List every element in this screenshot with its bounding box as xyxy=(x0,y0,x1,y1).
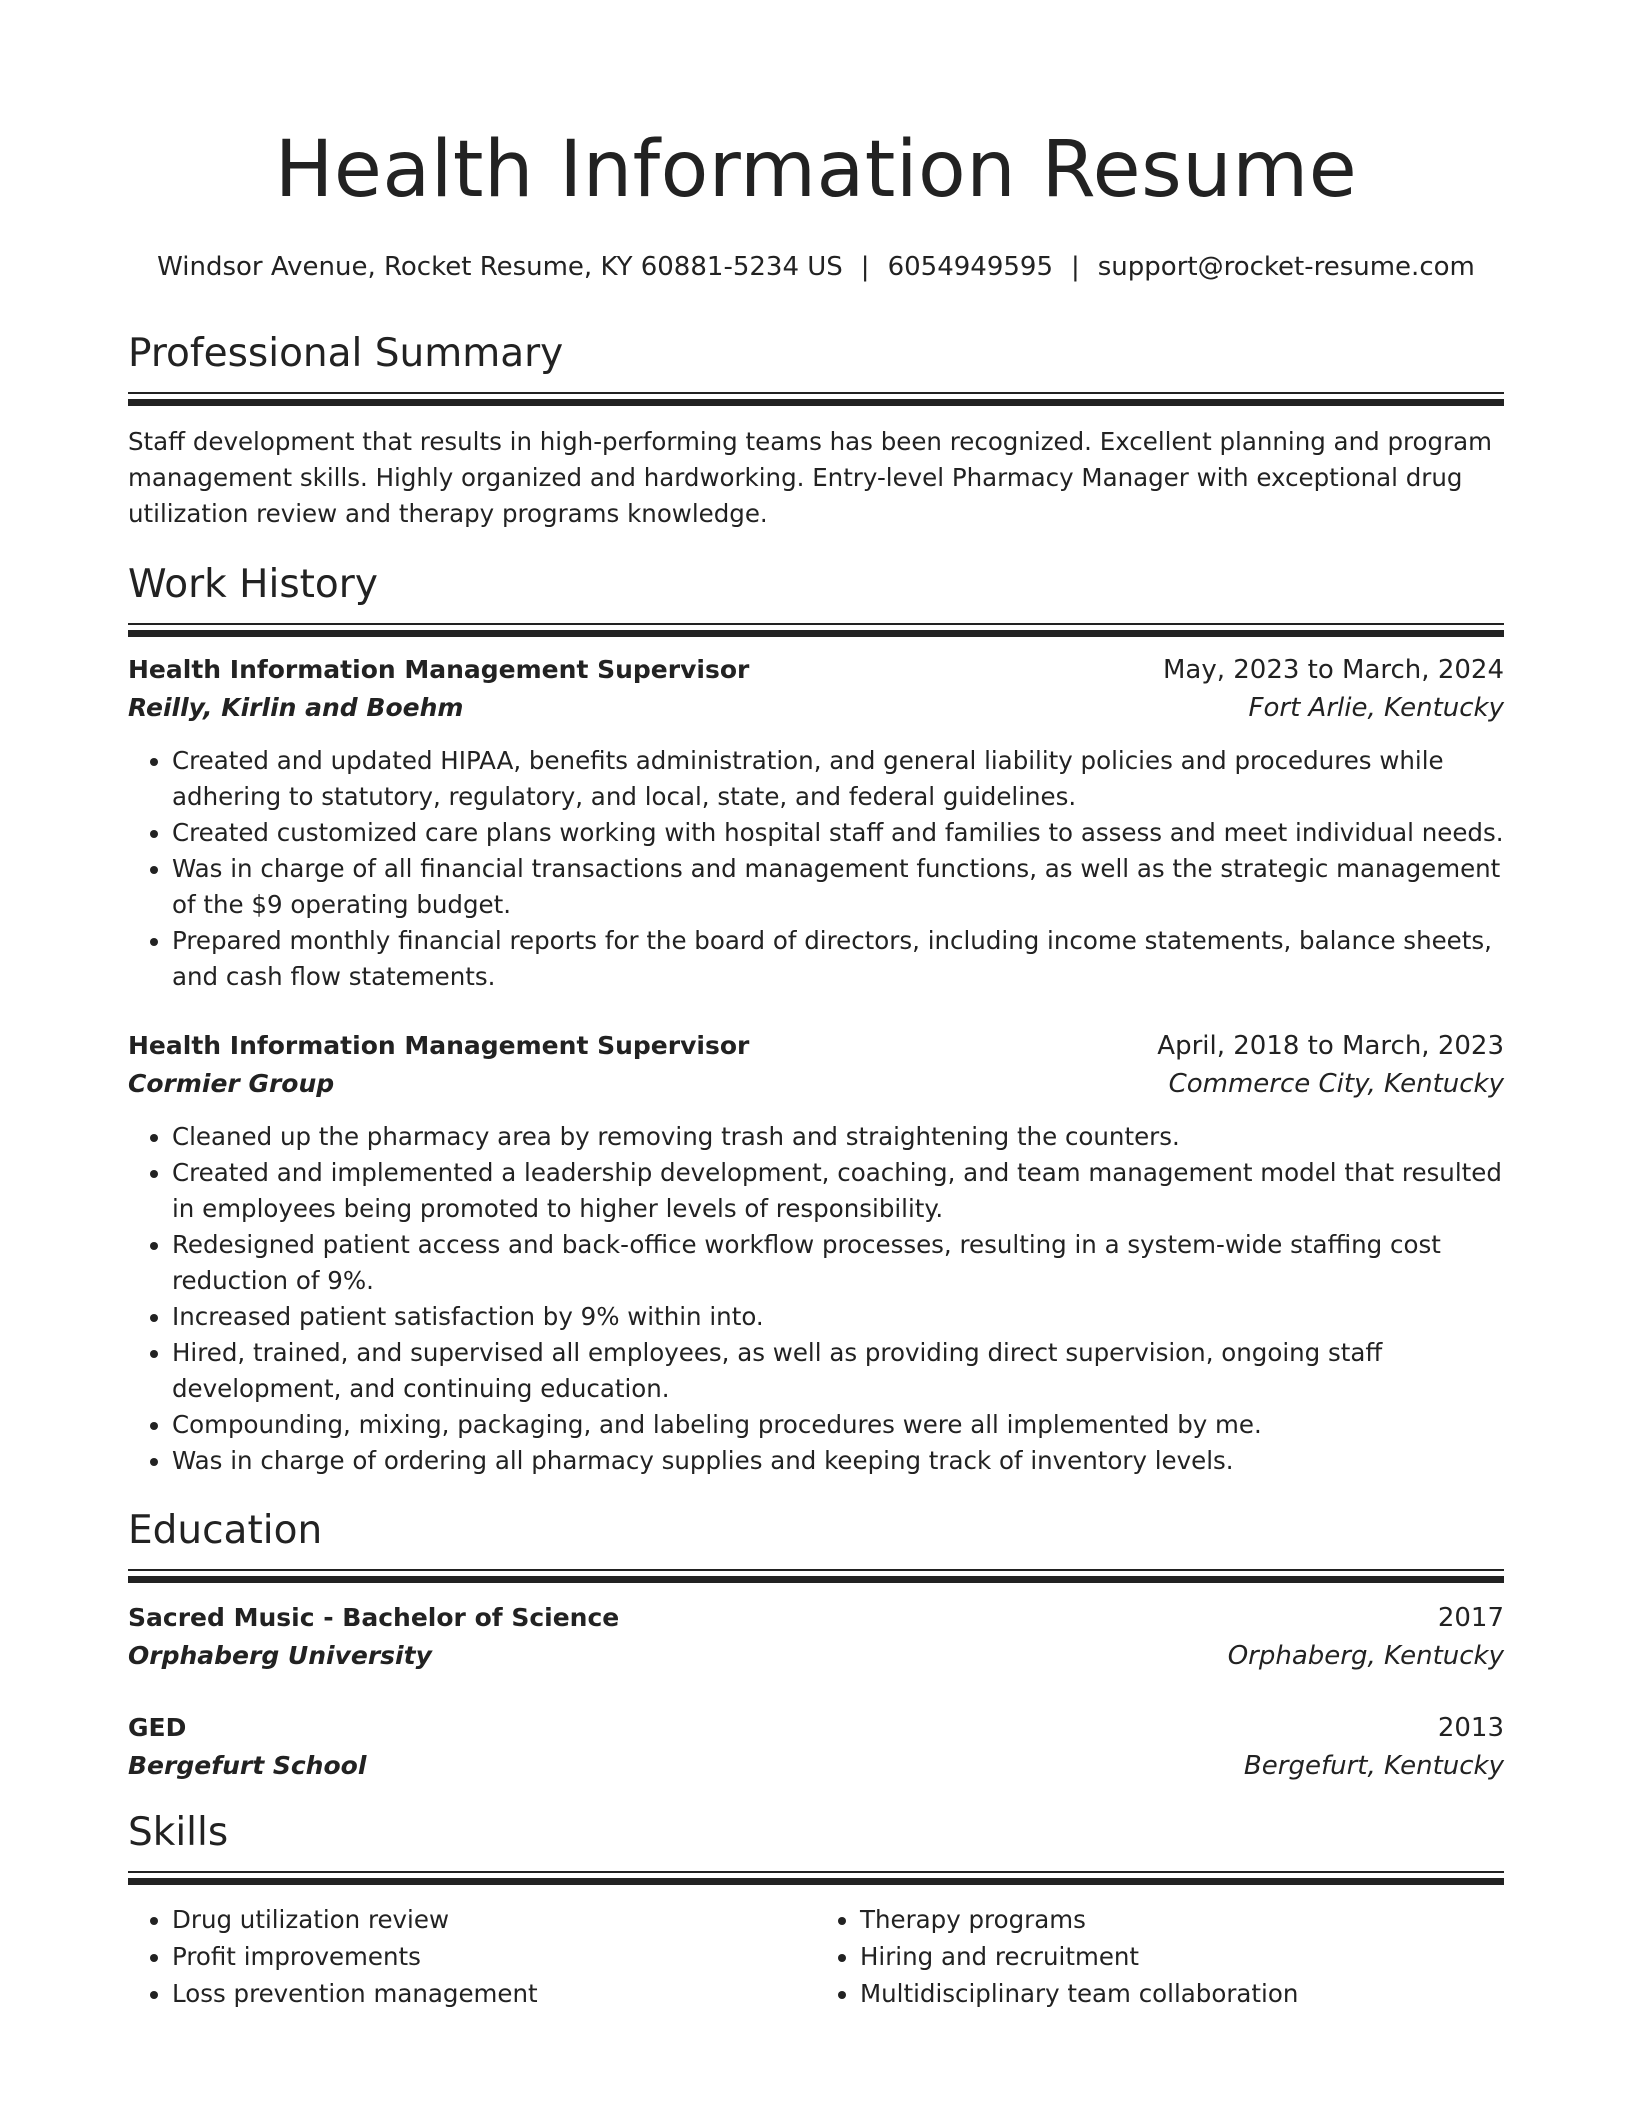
list-item: • Therapy programs xyxy=(860,1901,1504,1938)
section-rule-thick xyxy=(128,1878,1504,1885)
education-entry xyxy=(128,1709,1504,1785)
contact-address: Windsor Avenue, Rocket Resume, KY 60881-5234 US xyxy=(157,252,843,282)
education-year: 2013 xyxy=(1437,1713,1504,1743)
section-rule xyxy=(128,392,1504,394)
list-item: • Was in charge of ordering all pharmacy supplies and keeping track of inventory levels. xyxy=(172,1443,1504,1479)
contact-separator: | xyxy=(860,252,870,282)
education-year: 2017 xyxy=(1437,1603,1504,1633)
education-degree: Sacred Music - Bachelor of Science xyxy=(128,1603,620,1632)
job-dates: April, 2018 to March, 2023 xyxy=(1157,1031,1504,1061)
contact-email: support@rocket-resume.com xyxy=(1097,252,1475,282)
section-title-skills: Skills xyxy=(128,1810,229,1855)
list-item: • Profit improvements xyxy=(172,1938,816,1975)
section-rule-thick xyxy=(128,630,1504,637)
list-item: • Hired, trained, and supervised all employees, as well as providing direct supervision, ongoing staff development, and continuing education. xyxy=(172,1335,1504,1407)
job-title: Health Information Management Supervisor xyxy=(128,1031,750,1060)
summary-section xyxy=(128,330,1504,532)
section-rule-thick xyxy=(128,399,1504,406)
list-item: • Created and updated HIPAA, benefits administration, and general liability policies and procedures while adhering to statutory, regulatory, and local, state, and federal guidelines. xyxy=(172,743,1504,815)
skills-column-right xyxy=(816,1901,1504,2012)
job-dates: May, 2023 to March, 2024 xyxy=(1162,655,1504,685)
education-location: Orphaberg, Kentucky xyxy=(1227,1641,1504,1671)
summary-text: Staff development that results in high-performing teams has been recognized. Excellent planning and program management skills. Highly organized and hardworking. Entry-level Pharmacy Manager with exceptional drug utilization review and therapy programs knowledge. xyxy=(128,427,1493,528)
education-section xyxy=(128,1507,1504,1785)
job-bullets xyxy=(128,1119,1504,1479)
job-title: Health Information Management Supervisor xyxy=(128,655,750,684)
list-item: • Drug utilization review xyxy=(172,1901,816,1938)
contact-separator: | xyxy=(1070,252,1080,282)
list-item: • Cleaned up the pharmacy area by removing trash and straightening the counters. xyxy=(172,1119,1504,1155)
resume-name: Health Information Resume xyxy=(274,125,1358,215)
education-school: Bergefurt School xyxy=(128,1751,367,1780)
contact-line xyxy=(128,250,1504,284)
job-entry xyxy=(128,651,1504,995)
list-item: • Created customized care plans working with hospital staff and families to assess and meet individual needs. xyxy=(172,815,1504,851)
job-entry xyxy=(128,1027,1504,1479)
list-item: • Hiring and recruitment xyxy=(860,1938,1504,1975)
list-item: • Redesigned patient access and back-office workflow processes, resulting in a system-wide staffing cost reduction of 9%. xyxy=(172,1227,1504,1299)
education-entry xyxy=(128,1599,1504,1675)
job-location: Fort Arlie, Kentucky xyxy=(1248,693,1504,723)
contact-phone: 6054949595 xyxy=(887,252,1053,282)
list-item: • Prepared monthly financial reports for the board of directors, including income statements, balance sheets, and cash flow statements. xyxy=(172,923,1504,995)
list-item: • Loss prevention management xyxy=(172,1975,816,2012)
section-rule xyxy=(128,1569,1504,1571)
education-location: Bergefurt, Kentucky xyxy=(1243,1751,1504,1781)
skills-list xyxy=(128,1901,1504,2012)
section-rule xyxy=(128,623,1504,625)
list-item: • Was in charge of all financial transactions and management functions, as well as the strategic management of the $9 operating budget. xyxy=(172,851,1504,923)
section-title-work: Work History xyxy=(128,562,378,607)
section-rule xyxy=(128,1871,1504,1873)
job-bullets xyxy=(128,743,1504,995)
section-rule-thick xyxy=(128,1576,1504,1583)
list-item: • Multidisciplinary team collaboration xyxy=(860,1975,1504,2012)
skills-section xyxy=(128,1809,1504,2012)
work-section xyxy=(128,561,1504,1479)
list-item: • Compounding, mixing, packaging, and labeling procedures were all implemented by me. xyxy=(172,1407,1504,1443)
job-location: Commerce City, Kentucky xyxy=(1168,1069,1504,1099)
job-company: Cormier Group xyxy=(128,1069,335,1098)
education-degree: GED xyxy=(128,1713,187,1742)
list-item: • Created and implemented a leadership development, coaching, and team management model that resulted in employees being promoted to higher levels of responsibility. xyxy=(172,1155,1504,1227)
education-school: Orphaberg University xyxy=(128,1641,432,1670)
skills-column-left xyxy=(128,1901,816,2012)
list-item: • Increased patient satisfaction by 9% within into. xyxy=(172,1299,1504,1335)
section-title-education: Education xyxy=(128,1508,323,1553)
job-company: Reilly, Kirlin and Boehm xyxy=(128,693,464,722)
section-title-summary: Professional Summary xyxy=(128,331,564,376)
